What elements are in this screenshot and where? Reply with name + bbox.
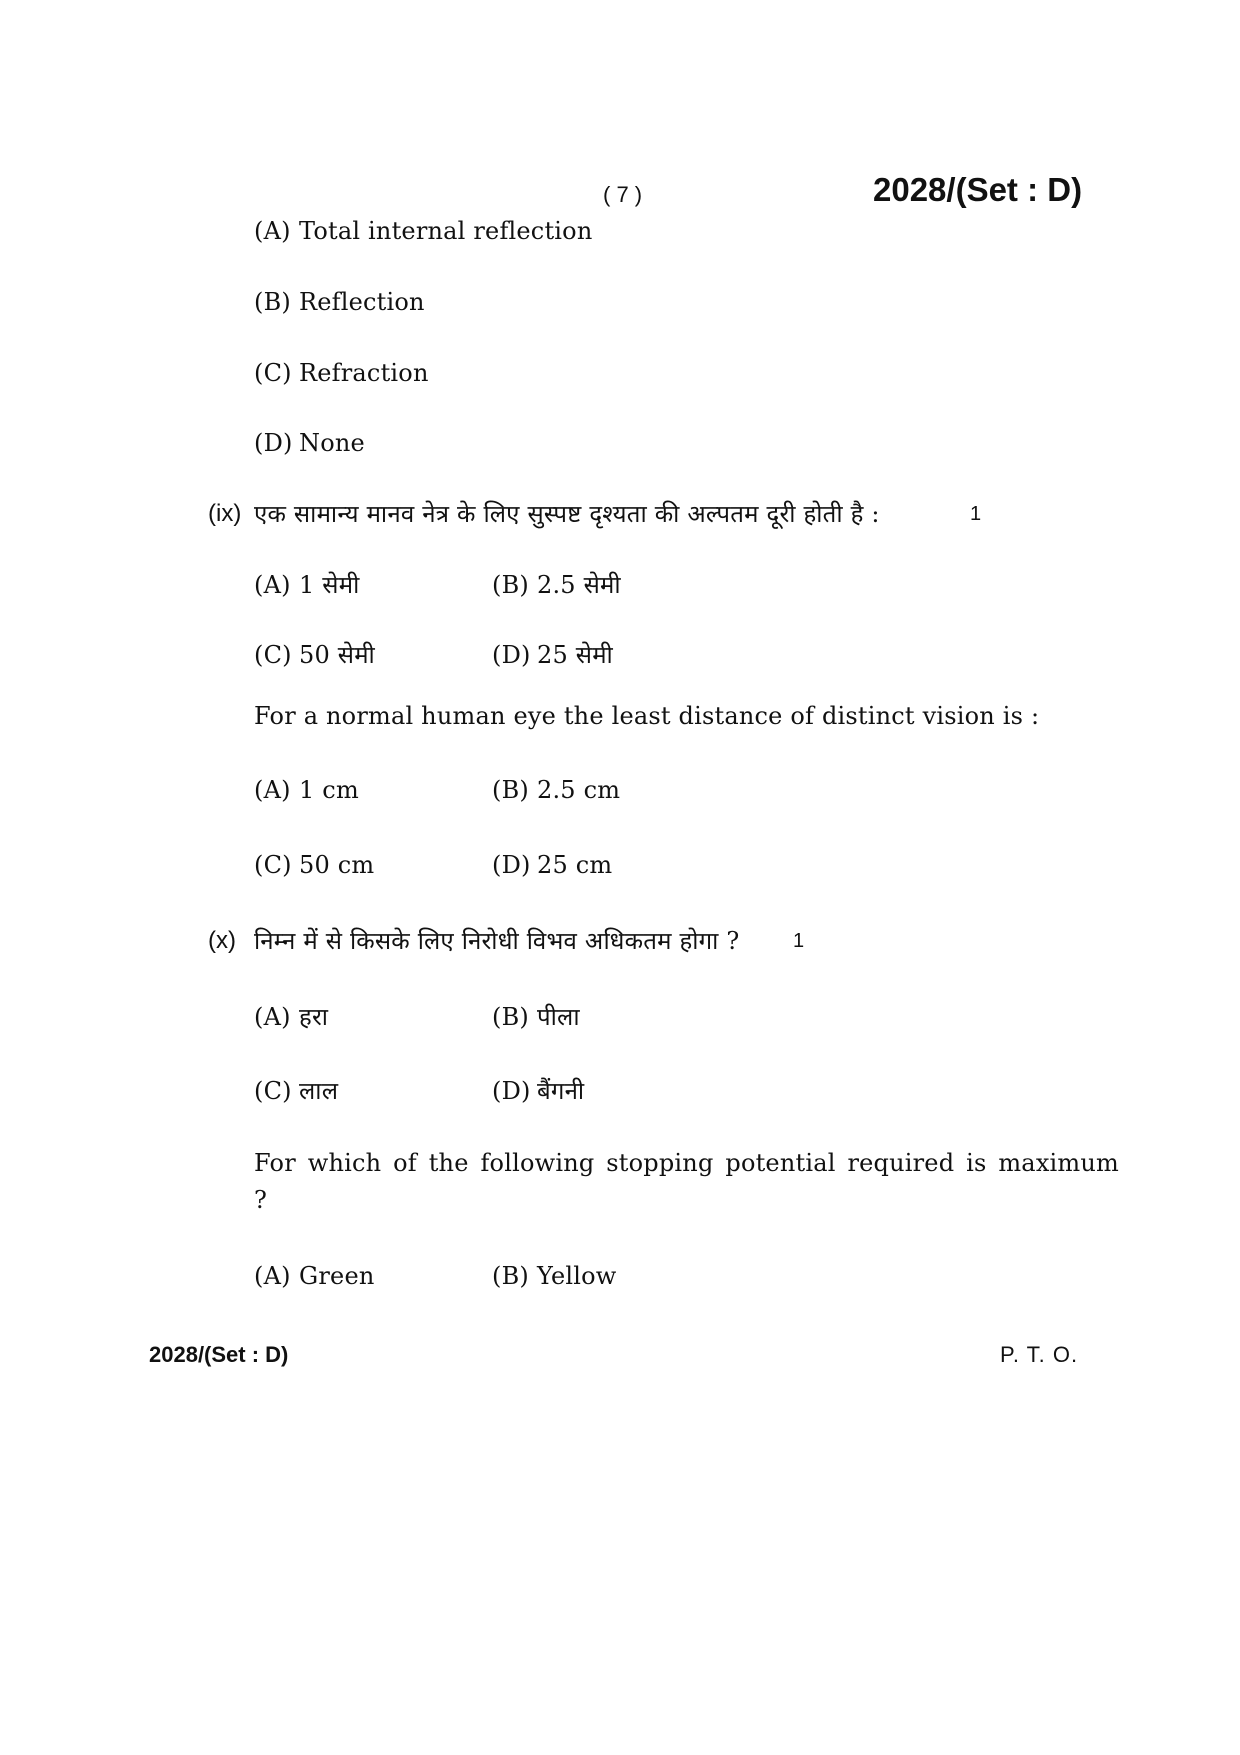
question-x-hindi-option-c: (C) लाल [254, 1077, 339, 1105]
question-x-hindi-option-a: (A) हरा [254, 1003, 329, 1031]
set-code-header: 2028/(Set : D) [873, 171, 1083, 208]
question-ix-english-text: For a normal human eye the least distance of distinct vision is : [254, 702, 1040, 730]
set-code-footer: 2028/(Set : D) [149, 1342, 289, 1367]
question-ix-hindi-option-a: (A) 1 सेमी [254, 571, 360, 599]
pto-label: P. T. O. [1000, 1342, 1079, 1367]
question-ix-hindi-option-b: (B) 2.5 सेमी [492, 571, 621, 599]
option-refraction: (C) Refraction [254, 359, 429, 387]
option-none: (D) None [254, 429, 365, 457]
question-ix-hindi-option-d: (D) 25 सेमी [492, 641, 613, 669]
question-ix-hindi-text: एक सामान्य मानव नेत्र के लिए सुस्पष्ट दृश्यता की अल्पतम दूरी होती है : [254, 500, 880, 528]
question-x-hindi-option-d: (D) बैंगनी [492, 1077, 585, 1105]
question-ix-marks: 1 [970, 503, 982, 525]
question-ix-english-option-a: (A) 1 cm [254, 776, 359, 804]
page-number: ( 7 ) [603, 182, 643, 207]
question-x-english-option-a: (A) Green [254, 1262, 375, 1290]
option-total-internal-reflection: (A) Total internal reflection [254, 217, 593, 245]
question-x-marks: 1 [793, 930, 805, 952]
question-ix-hindi-option-c: (C) 50 सेमी [254, 641, 375, 669]
question-ix-english-option-d: (D) 25 cm [492, 851, 613, 879]
option-reflection: (B) Reflection [254, 288, 425, 316]
question-x-hindi-option-b: (B) पीला [492, 1003, 580, 1031]
question-x-number: (x) [208, 927, 236, 954]
question-x-english-option-b: (B) Yellow [492, 1262, 617, 1290]
question-ix-english-option-b: (B) 2.5 cm [492, 776, 621, 804]
question-x-hindi-text: निम्न में से किसके लिए निरोधी विभव अधिकतम होगा ? [254, 927, 740, 955]
question-ix-english-option-c: (C) 50 cm [254, 851, 375, 879]
question-ix-number: (ix) [208, 500, 242, 527]
question-x-english-text-line1: For which of the following stopping potential required is maximum [254, 1149, 1119, 1177]
question-x-english-text-line2: ? [254, 1186, 268, 1214]
